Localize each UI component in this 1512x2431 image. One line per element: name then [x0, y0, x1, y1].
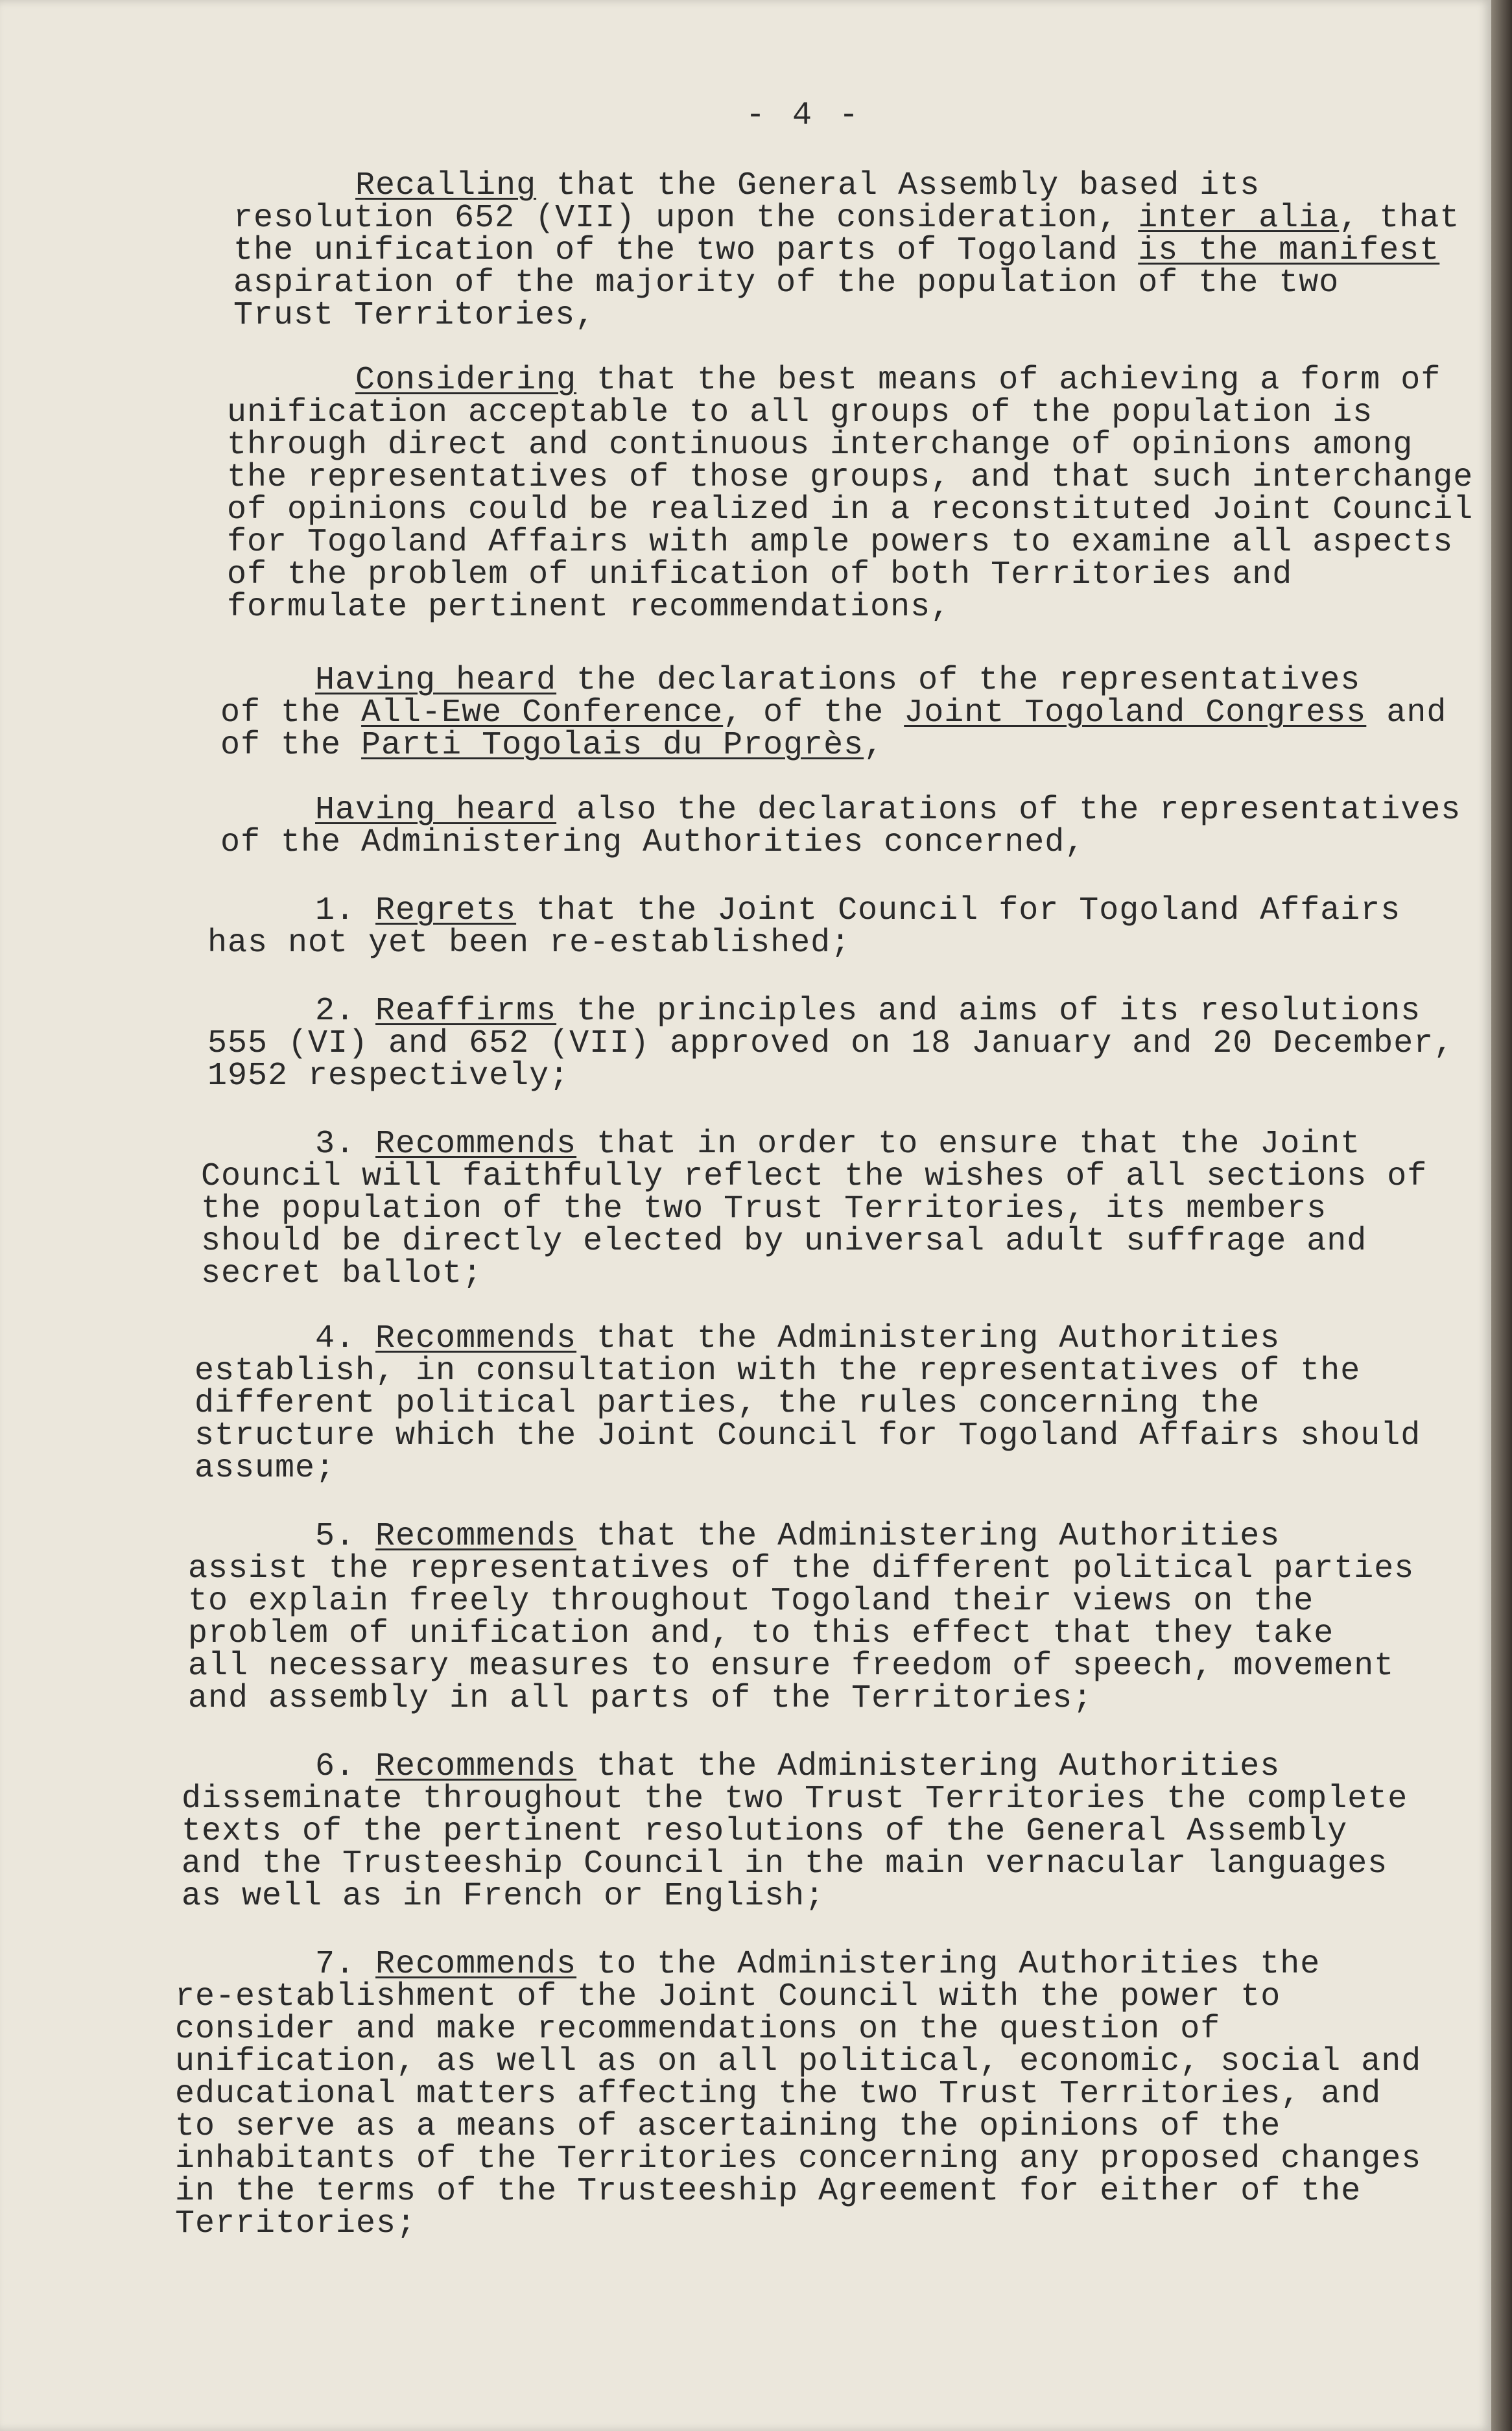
operative-paragraph-1: 1. Regrets that the Joint Council for Togoland Affairs has not yet been re-established; [207, 892, 1401, 962]
keyword-recommends-6: Recommends [375, 1748, 577, 1785]
operative-paragraph-7: 7. Recommends to the Administering Authorities the re-establishment of the Joint Council with the power to consider and make recommendations on the question of unification, as well as on all political, economic, social and educational matters affecting the two Trust Territories, and to serve as a means of ascertaining the opinions of the inhabitants of the Territories concerning any proposed changes in the terms of the Trusteeship Agreement for either of the Territories; [175, 1946, 1422, 2242]
emphasis-inter-alia: inter alia [1138, 200, 1340, 237]
org-all-ewe-conference: All-Ewe Conference [361, 694, 724, 731]
page-edge [1491, 0, 1512, 2431]
keyword-recommends-3: Recommends [375, 1126, 577, 1163]
keyword-having-heard-also: Having heard [315, 792, 557, 829]
keyword-having-heard: Having heard [315, 662, 557, 699]
keyword-recommends-5: Recommends [375, 1518, 577, 1555]
emphasis-manifest: is the manifest [1138, 232, 1440, 269]
keyword-considering: Considering [355, 362, 577, 399]
operative-paragraph-2: 2. Reaffirms the principles and aims of its resolutions 555 (VI) and 652 (VII) approved on 18 January and 20 December, 1952 respectively; [207, 993, 1454, 1095]
keyword-regrets: Regrets [375, 892, 517, 929]
operative-paragraph-4: 4. Recommends that the Administering Authorities establish, in consultation with the representatives of the different political parties, the rules concerning the structure which the Joint Council for Togoland Affairs should assume; [195, 1320, 1421, 1487]
paragraph-having-heard-authorities: Having heard also the declarations of the representatives of the Administering Authorities concerned, [220, 792, 1461, 861]
paragraph-having-heard-parties: Having heard the declarations of the representatives of the All-Ewe Conference, of the Joint Togoland Congress and of the Parti Togolais du Progrès, [220, 662, 1447, 764]
operative-paragraph-6: 6. Recommends that the Administering Authorities disseminate throughout the two Trust Territories the complete texts of the pertinent resolutions of the General Assembly and the Trusteeship Council in the main vernacular languages as well as in French or English; [182, 1748, 1408, 1915]
paragraph-considering: Considering that the best means of achieving a form of unification acceptable to all groups of the population is through direct and continuous interchange of opinions among the representatives of those groups, and that such interchange of opinions could be realized in a reconstituted Joint Council for Togoland Affairs with ample powers to examine all aspects of the problem of unification of both Territories and formulate pertinent recommendations, [227, 362, 1474, 626]
operative-paragraph-3: 3. Recommends that in order to ensure that the Joint Council will faithfully reflect the wishes of all sections of the population of the two Trust Territories, its members should be directly elected by universal adult suffrage and secret ballot; [201, 1126, 1428, 1292]
org-joint-togoland-congress: Joint Togoland Congress [904, 694, 1367, 731]
keyword-recommends-4: Recommends [375, 1320, 577, 1357]
keyword-reaffirms: Reaffirms [375, 993, 557, 1030]
paragraph-recalling: Recalling that the General Assembly based its resolution 652 (VII) upon the consideration, inter alia, that the unification of the two parts of Togoland is the manifest aspiration of the majority of the population of the two Trust Territories, [233, 167, 1460, 334]
keyword-recommends-7: Recommends [375, 1946, 577, 1983]
page-number: - 4 - [746, 97, 863, 134]
org-parti-togolais: Parti Togolais du Progrès [361, 727, 864, 764]
operative-paragraph-5: 5. Recommends that the Administering Authorities assist the representatives of the different political parties to explain freely throughout Togoland their views on the problem of unification and, to this effect that they take all necessary measures to ensure freedom of speech, movement and assembly in all parts of the Territories; [188, 1518, 1415, 1717]
keyword-recalling: Recalling [355, 167, 537, 204]
